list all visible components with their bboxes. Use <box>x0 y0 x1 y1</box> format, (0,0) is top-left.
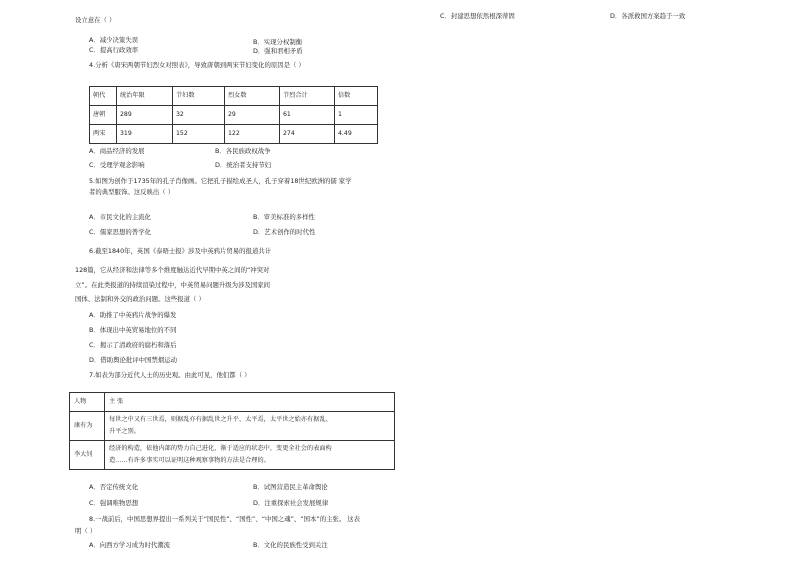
q8-option-b: B．文化的民族性受到关注 <box>253 541 328 549</box>
table-header-cell: 烈女数 <box>225 87 280 106</box>
q4-stem: 4.分析《唐宋两朝节妇烈女对照表》，导致唐朝到两宋节妇变化的原因是（ ） <box>89 61 305 69</box>
table-cell: 李大钊 <box>70 441 105 470</box>
table-header-row <box>70 393 395 412</box>
q5-stem-line1: 5.如图为创作于1735年的孔子肖像画。它把孔子描绘成圣人，孔子穿着18世纪欧洲的儒 家学 <box>89 177 352 185</box>
table-header-cell: 朝代 <box>90 87 117 106</box>
q3-option-b: B．实现分权制衡 <box>253 38 303 46</box>
q8-option-a: A．向西方学习成为时代潮流 <box>89 541 171 549</box>
table-row <box>90 125 378 144</box>
table-cell: 32 <box>173 106 225 125</box>
q6-stem-line2: 128篇，它从经济和法律等多个维度触达近代早期中英之间的“冲突对 <box>75 266 270 274</box>
q6-option-d: D．借助舆论批评中国禁烟运动 <box>89 356 177 364</box>
q4-table <box>89 86 378 144</box>
table-row <box>70 412 395 441</box>
claim-line: 经济的构造，依他内部的势力自己进化，渐于适应的状态中，变更全社会的表面构 <box>109 445 332 452</box>
table-row <box>90 106 378 125</box>
q3-option-c: C．提高行政效率 <box>89 46 139 54</box>
table-cell: 61 <box>280 106 335 125</box>
table-cell: 两宋 <box>90 125 117 144</box>
table-header-cell: 倍数 <box>335 87 378 106</box>
table-cell <box>105 412 395 441</box>
q3-option-a: A．减少决策失误 <box>89 36 139 44</box>
table-cell: 122 <box>225 125 280 144</box>
q5-option-a: A．市民文化的主流化 <box>89 213 151 221</box>
q6-option-a: A．助推了中英鸦片战争的爆发 <box>89 311 177 319</box>
q5-option-b: B．审美标准的多样性 <box>253 213 315 221</box>
q6-stem-line1: 6.截至1840年，英国《泰晤士报》涉及中英鸦片贸易的报道共计 <box>89 247 272 255</box>
table-cell: 29 <box>225 106 280 125</box>
q7-option-c: C．强调唯物思想 <box>89 499 139 507</box>
q4-option-b: B．各民族政权战争 <box>215 147 271 155</box>
table-cell: 152 <box>173 125 225 144</box>
q7-option-b: B．试图营造民主革命舆论 <box>253 483 328 491</box>
q4-option-c: C．受理学观念影响 <box>89 161 145 169</box>
table-cell <box>105 441 395 470</box>
table-header-cell: 统治年限 <box>117 87 173 106</box>
claim-line: 造……有许多事实可以证明这种观察事物的方法是合理的。 <box>109 457 270 464</box>
table-header-cell: 节烈合计 <box>280 87 335 106</box>
table-cell: 康有为 <box>70 412 105 441</box>
table-header-row <box>90 87 378 106</box>
q4-option-d: D．统治者支持节妇 <box>215 161 272 169</box>
table-cell: 274 <box>280 125 335 144</box>
q6-option-b: B．体现出中英贸易地位的不同 <box>89 326 177 334</box>
q8-stem-line1: 8.一战前后，中国思想界提出一系列关于“国民性”、“国性”、“中国之魂”、“国本”的主张。 这表 <box>89 515 361 523</box>
table-cell: 1 <box>335 106 378 125</box>
table-cell: 319 <box>117 125 173 144</box>
q3-option-d: D．强和君相矛盾 <box>253 47 303 55</box>
q7-option-a: A．否定传统文化 <box>89 483 139 491</box>
q7-option-d: D．注重探索社会发展规律 <box>253 499 329 507</box>
claim-line: 升平之别。 <box>109 428 140 435</box>
q6-stem-line3: 立”。在此类报道的持续渲染过程中，中英贸易问题升级为涉及国家间 <box>75 281 271 289</box>
q6-option-c: C．揭示了清政府的腐朽和落后 <box>89 341 177 349</box>
table-cell: 唐朝 <box>90 106 117 125</box>
table-header-cell: 人物 <box>70 393 105 412</box>
q5-stem-line2: 者的典型服饰。这反映出（ ） <box>89 188 175 196</box>
q7-stem: 7.如表为部分近代人士的历史观。由此可见，他们都（ ） <box>89 371 251 379</box>
q8-stem-line2: 明（ ） <box>75 527 97 535</box>
table-header-cell: 主 张 <box>105 393 395 412</box>
q7-table <box>69 392 395 470</box>
table-header-cell: 节妇数 <box>173 87 225 106</box>
q6-stem-line4: 国体、法制和外交的政治问题。这些报道（ ） <box>75 295 205 303</box>
q3-stem: 设立意在（ ） <box>75 16 116 24</box>
table-cell: 289 <box>117 106 173 125</box>
option-d-top: D．各派救国方案趋于一致 <box>610 12 686 20</box>
claim-line: 每世之中又有三世焉，则据乱亦有据乱世之升平、太平焉，太平世之始亦有据乱、 <box>109 416 332 423</box>
table-row <box>70 441 395 470</box>
option-c-top: C．封建思想依然根深蒂固 <box>440 12 515 20</box>
table-cell: 4.49 <box>335 125 378 144</box>
q5-option-c: C．儒家思想的普学化 <box>89 228 151 236</box>
q5-option-d: D．艺术创作的时代性 <box>253 228 316 236</box>
q4-option-a: A．商品经济的发展 <box>89 147 145 155</box>
